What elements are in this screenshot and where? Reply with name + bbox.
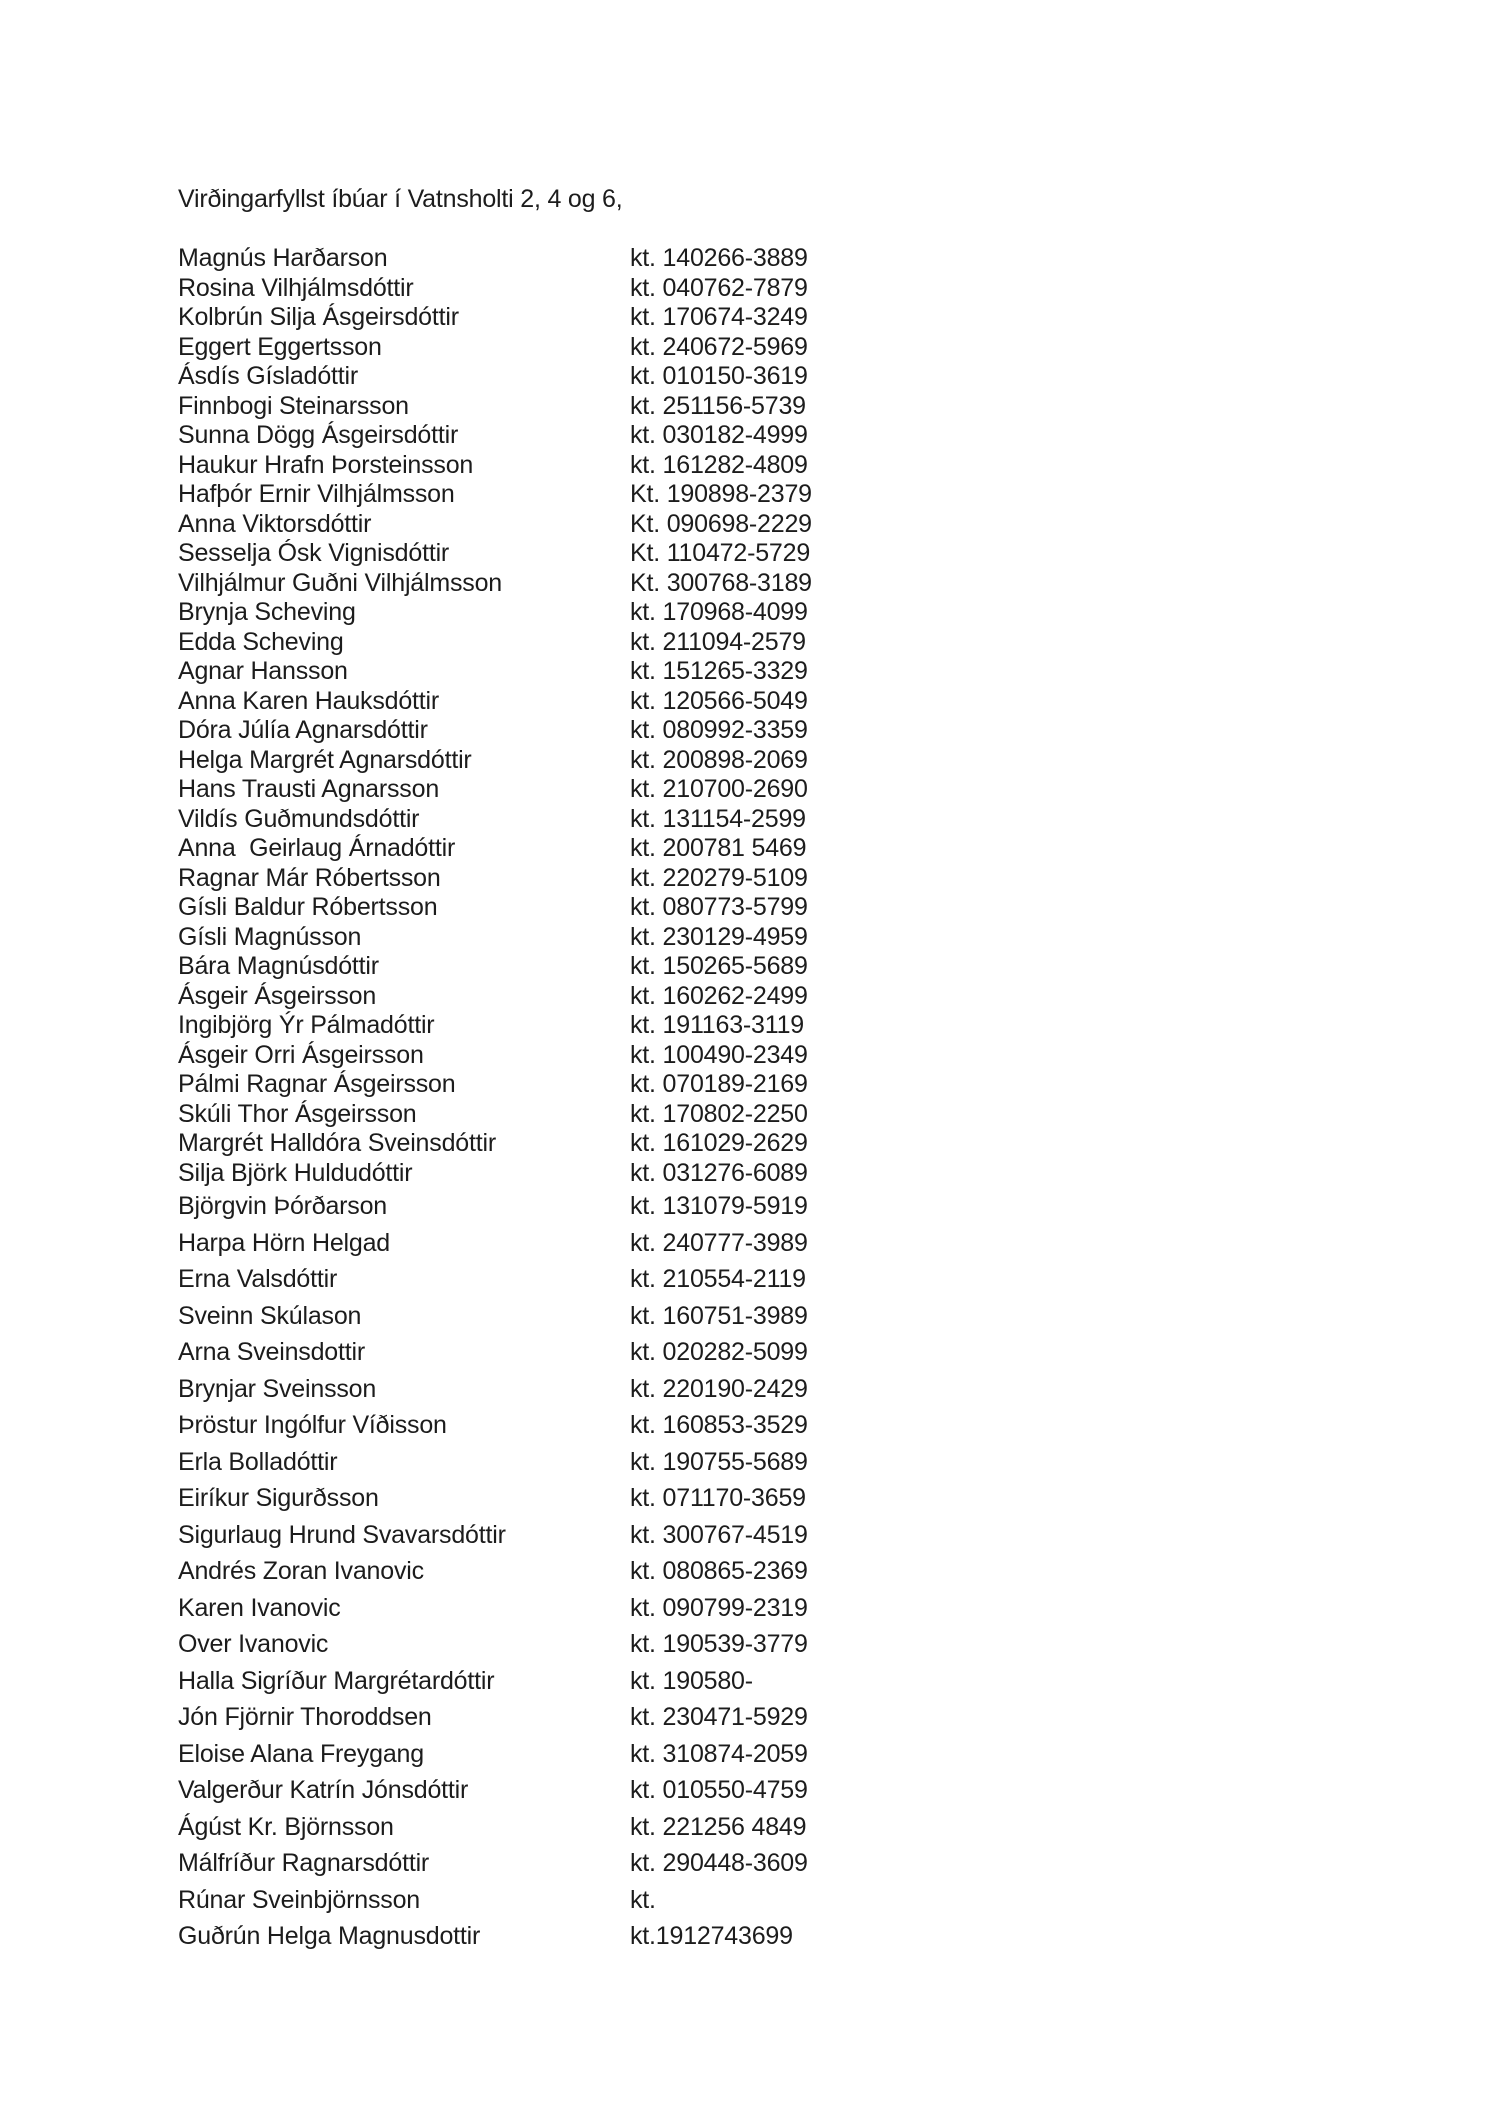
signatory-name: Halla Sigríður Margrétardóttir	[178, 1666, 495, 1695]
signatory-kennitala: kt. 230129-4959	[630, 922, 808, 951]
signatory-kennitala: kt. 120566-5049	[630, 686, 808, 715]
signatory-name: Sveinn Skúlason	[178, 1301, 362, 1330]
list-row	[178, 1517, 1278, 1554]
signatory-name: Brynja Scheving	[178, 598, 356, 626]
signatory-kennitala: kt. 170968-4099	[630, 598, 808, 626]
list-row	[178, 1011, 1278, 1041]
list-row	[178, 362, 1278, 392]
signatory-name: Kolbrún Silja Ásgeirsdóttir	[178, 303, 459, 331]
signatory-name: Andrés Zoran Ivanovic	[178, 1557, 424, 1585]
signatory-kennitala: kt. 190580-	[630, 1666, 753, 1695]
signatory-kennitala: kt. 151265-3329	[630, 657, 808, 685]
signatory-kennitala: kt. 240777-3989	[630, 1228, 808, 1257]
signatory-name: Dóra Júlía Agnarsdóttir	[178, 716, 428, 744]
list-row	[178, 1298, 1278, 1335]
signatory-name: Eiríkur Sigurðsson	[178, 1484, 379, 1512]
list-row	[178, 1699, 1278, 1736]
signatory-kennitala: kt.	[630, 1885, 656, 1914]
list-row	[178, 687, 1278, 717]
signatory-kennitala: kt. 200781 5469	[630, 834, 807, 862]
signatory-kennitala: kt. 131154-2599	[630, 804, 806, 833]
signatory-kennitala: kt. 190539-3779	[630, 1630, 808, 1658]
signatory-kennitala: Kt. 090698-2229	[630, 509, 812, 538]
list-row	[178, 1918, 1278, 1955]
signatory-name: Hafþór Ernir Vilhjálmsson	[178, 480, 455, 508]
list-row	[178, 480, 1278, 510]
list-row	[178, 1772, 1278, 1809]
signatory-kennitala: kt. 210554-2119	[630, 1265, 806, 1293]
list-row	[178, 1188, 1278, 1225]
signatory-name: Ragnar Már Róbertsson	[178, 863, 441, 892]
list-row	[178, 834, 1278, 864]
list-row	[178, 1882, 1278, 1919]
signatory-name: Sesselja Ósk Vignisdóttir	[178, 539, 450, 567]
list-row	[178, 244, 1278, 274]
list-row	[178, 539, 1278, 569]
signatory-kennitala: kt. 160751-3989	[630, 1301, 808, 1330]
signatory-name: Rosina Vilhjálmsdóttir	[178, 273, 414, 302]
signatory-name: Gísli Magnússon	[178, 922, 362, 951]
list-row	[178, 775, 1278, 805]
signatory-name: Silja Björk Huldudóttir	[178, 1158, 413, 1187]
list-row	[178, 1159, 1278, 1189]
closing-line: Virðingarfyllst íbúar í Vatnsholti 2, 4 og 6,	[178, 185, 623, 213]
signatory-name: Karen Ivanovic	[178, 1593, 341, 1622]
list-row	[178, 421, 1278, 451]
signatory-kennitala: kt. 210700-2690	[630, 775, 808, 803]
signatory-kennitala: Kt. 300768-3189	[630, 568, 812, 597]
signatory-name: Edda Scheving	[178, 627, 344, 656]
signatory-kennitala: kt. 290448-3609	[630, 1849, 808, 1877]
signatory-name: Ingibjörg Ýr Pálmadóttir	[178, 1011, 435, 1039]
signatory-name: Agnar Hansson	[178, 657, 348, 685]
signatory-name: Finnbogi Steinarsson	[178, 391, 409, 420]
signatory-name: Haukur Hrafn Þorsteinsson	[178, 450, 474, 479]
list-row	[178, 1407, 1278, 1444]
signatory-name: Gísli Baldur Róbertsson	[178, 893, 438, 921]
signatory-kennitala: kt. 071170-3659	[630, 1484, 806, 1512]
signatory-kennitala: kt. 080773-5799	[630, 893, 808, 921]
signatory-name: Sunna Dögg Ásgeirsdóttir	[178, 421, 459, 449]
signatory-name: Brynjar Sveinsson	[178, 1374, 377, 1403]
signatory-kennitala: kt. 100490-2349	[630, 1040, 808, 1069]
signatory-kennitala: kt. 080865-2369	[630, 1557, 808, 1585]
list-row	[178, 746, 1278, 776]
list-row	[178, 1129, 1278, 1159]
signatory-name: Over Ivanovic	[178, 1630, 329, 1658]
signatory-name: Vilhjálmur Guðni Vilhjálmsson	[178, 568, 502, 597]
signatory-kennitala: kt. 131079-5919	[630, 1192, 808, 1220]
signatory-name: Hans Trausti Agnarsson	[178, 775, 440, 803]
signatory-kennitala: kt. 161282-4809	[630, 450, 808, 479]
signatory-kennitala: kt. 150265-5689	[630, 952, 808, 980]
signatory-kennitala: kt. 140266-3889	[630, 244, 808, 272]
signatory-kennitala: kt. 010550-4759	[630, 1776, 808, 1804]
list-row	[178, 1663, 1278, 1700]
list-row	[178, 1809, 1278, 1846]
signatory-name: Anna Karen Hauksdóttir	[178, 686, 440, 715]
list-row	[178, 1041, 1278, 1071]
signatory-name: Sigurlaug Hrund Svavarsdóttir	[178, 1520, 506, 1549]
signatory-name: Þröstur Ingólfur Víðisson	[178, 1411, 447, 1439]
list-row	[178, 333, 1278, 363]
signatory-kennitala: kt. 300767-4519	[630, 1520, 808, 1549]
list-row	[178, 805, 1278, 835]
signatory-name: Anna Viktorsdóttir	[178, 509, 372, 538]
list-row	[178, 1334, 1278, 1371]
signatory-kennitala: Kt. 110472-5729	[630, 539, 811, 567]
signatory-kennitala: kt. 240672-5969	[630, 332, 808, 361]
signatory-name: Ásgeir Ásgeirsson	[178, 981, 377, 1010]
signatory-name: Bára Magnúsdóttir	[178, 952, 379, 980]
list-row	[178, 510, 1278, 540]
list-row	[178, 1225, 1278, 1262]
signatory-name: Rúnar Sveinbjörnsson	[178, 1885, 420, 1914]
signatory-kennitala: kt. 230471-5929	[630, 1703, 808, 1731]
signatory-kennitala: kt. 211094-2579	[630, 627, 806, 656]
list-row	[178, 1590, 1278, 1627]
list-row	[178, 1626, 1278, 1663]
list-row	[178, 1371, 1278, 1408]
signatory-kennitala: kt. 200898-2069	[630, 745, 808, 774]
signatory-kennitala: kt. 160262-2499	[630, 981, 808, 1010]
signatory-kennitala: kt. 221256 4849	[630, 1812, 807, 1841]
signatory-kennitala: kt. 170802-2250	[630, 1099, 808, 1128]
signatory-name: Guðrún Helga Magnusdottir	[178, 1922, 481, 1950]
list-row	[178, 1444, 1278, 1481]
signatory-name: Pálmi Ragnar Ásgeirsson	[178, 1070, 456, 1098]
signatory-name: Erla Bolladóttir	[178, 1447, 338, 1476]
signatory-name: Málfríður Ragnarsdóttir	[178, 1849, 430, 1877]
signatory-kennitala: kt. 090799-2319	[630, 1593, 808, 1622]
list-row	[178, 716, 1278, 746]
signatory-name: Harpa Hörn Helgad	[178, 1228, 390, 1257]
list-row	[178, 628, 1278, 658]
list-row	[178, 274, 1278, 304]
signatory-kennitala: kt. 191163-3119	[630, 1011, 804, 1039]
signatory-name: Björgvin Þórðarson	[178, 1192, 388, 1220]
signatory-name: Magnús Harðarson	[178, 244, 388, 272]
list-row	[178, 303, 1278, 333]
list-row	[178, 893, 1278, 923]
list-row	[178, 1070, 1278, 1100]
signatory-kennitala: Kt. 190898-2379	[630, 480, 812, 508]
signatory-kennitala: kt. 010150-3619	[630, 362, 808, 390]
signatory-kennitala: kt. 220279-5109	[630, 863, 808, 892]
list-row	[178, 569, 1278, 599]
signatory-kennitala: kt. 161029-2629	[630, 1129, 808, 1157]
list-row	[178, 1736, 1278, 1773]
signatory-name: Helga Margrét Agnarsdóttir	[178, 745, 472, 774]
signatory-name: Jón Fjörnir Thoroddsen	[178, 1703, 432, 1731]
signatory-name: Arna Sveinsdottir	[178, 1338, 365, 1366]
signatory-kennitala: kt.1912743699	[630, 1922, 793, 1950]
list-row	[178, 1553, 1278, 1590]
list-row	[178, 1261, 1278, 1298]
list-row	[178, 923, 1278, 953]
signatory-kennitala: kt. 170674-3249	[630, 303, 808, 331]
list-row	[178, 1480, 1278, 1517]
signatory-kennitala: kt. 160853-3529	[630, 1411, 808, 1439]
list-row	[178, 392, 1278, 422]
signatory-kennitala: kt. 251156-5739	[630, 391, 806, 420]
signatory-kennitala: kt. 310874-2059	[630, 1739, 808, 1768]
list-row	[178, 864, 1278, 894]
signatory-name: Valgerður Katrín Jónsdóttir	[178, 1776, 469, 1804]
signatory-kennitala: kt. 031276-6089	[630, 1158, 808, 1187]
signatory-kennitala: kt. 020282-5099	[630, 1338, 808, 1366]
signatory-kennitala: kt. 080992-3359	[630, 716, 808, 744]
signatory-name: Eggert Eggertsson	[178, 332, 382, 361]
signatory-name: Ágúst Kr. Björnsson	[178, 1812, 394, 1841]
list-row	[178, 1100, 1278, 1130]
signatory-name: Anna Geirlaug Árnadóttir	[178, 834, 456, 862]
signatory-kennitala: kt. 070189-2169	[630, 1070, 808, 1098]
signatory-name: Eloise Alana Freygang	[178, 1739, 424, 1768]
signatory-name: Vildís Guðmundsdóttir	[178, 804, 420, 833]
signatory-kennitala: kt. 030182-4999	[630, 421, 808, 449]
signatory-name: Ásdís Gísladóttir	[178, 362, 358, 390]
list-row	[178, 657, 1278, 687]
list-row	[178, 952, 1278, 982]
list-row	[178, 982, 1278, 1012]
signatory-kennitala: kt. 040762-7879	[630, 273, 808, 302]
signatory-name: Skúli Thor Ásgeirsson	[178, 1099, 417, 1128]
list-row	[178, 1845, 1278, 1882]
list-row	[178, 598, 1278, 628]
signatory-name: Ásgeir Orri Ásgeirsson	[178, 1040, 424, 1069]
list-row	[178, 451, 1278, 481]
signatory-name: Margrét Halldóra Sveinsdóttir	[178, 1129, 496, 1157]
signatory-list	[178, 244, 1278, 1955]
signatory-name: Erna Valsdóttir	[178, 1265, 338, 1293]
signatory-kennitala: kt. 190755-5689	[630, 1447, 808, 1476]
signatory-kennitala: kt. 220190-2429	[630, 1374, 808, 1403]
